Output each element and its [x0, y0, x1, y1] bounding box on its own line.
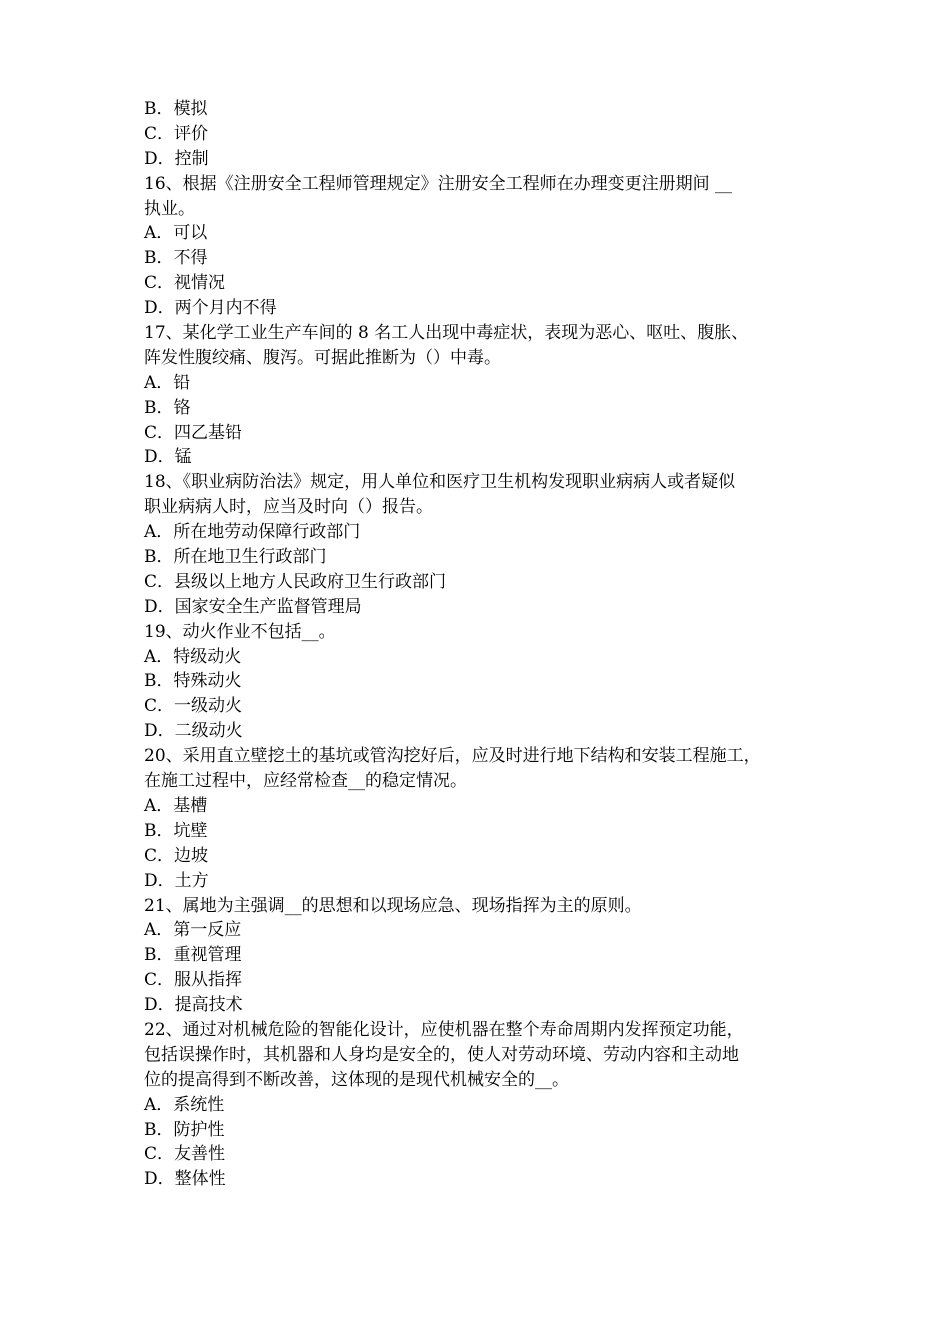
- answer-option: C．一级动火: [144, 696, 243, 717]
- answer-option: B．铬: [144, 397, 191, 418]
- question-text-line: 包括误操作时，其机器和人身均是安全的，使人对劳动环境、劳动内容和主动地: [144, 1044, 739, 1065]
- question-text-line: 22、通过对机械危险的智能化设计，应使机器在整个寿命周期内发挥预定功能，: [144, 1019, 744, 1040]
- question-text-line: 16、根据《注册安全工程师管理规定》注册安全工程师在办理变更注册期间 __: [144, 173, 733, 194]
- answer-option: B．所在地卫生行政部门: [144, 547, 327, 568]
- question-text-line: 执业。: [144, 198, 195, 219]
- answer-option: C．评价: [144, 123, 209, 144]
- answer-option: A．特级动火: [144, 646, 242, 667]
- answer-option: D．提高技术: [144, 995, 243, 1016]
- question-text-line: 在施工过程中，应经常检查__的稳定情况。: [144, 771, 467, 792]
- answer-option: C．边坡: [144, 845, 209, 866]
- answer-option: A．可以: [144, 223, 208, 244]
- answer-option: D．土方: [144, 870, 209, 891]
- answer-option: A．第一反应: [144, 920, 242, 941]
- answer-option: C．县级以上地方人民政府卫生行政部门: [144, 571, 447, 592]
- answer-option: B．坑壁: [144, 820, 208, 841]
- answer-option: A．所在地劳动保障行政部门: [144, 522, 361, 543]
- answer-option: D．二级动火: [144, 721, 243, 742]
- question-text-line: 职业病病人时，应当及时向（）报告。: [144, 497, 433, 518]
- answer-option: D．锰: [144, 447, 192, 468]
- question-text-line: 18、《职业病防治法》规定，用人单位和医疗卫生机构发现职业病病人或者疑似: [144, 472, 736, 493]
- answer-option: D．控制: [144, 148, 209, 169]
- answer-option: C．友善性: [144, 1144, 226, 1165]
- question-text-line: 19、动火作业不包括__。: [144, 621, 336, 642]
- answer-option: D．两个月内不得: [144, 298, 277, 319]
- question-text-line: 21、属地为主强调__的思想和以现场应急、现场指挥为主的原则。: [144, 895, 642, 916]
- question-text-line: 阵发性腹绞痛、腹泻。可据此推断为（）中毒。: [144, 347, 501, 368]
- answer-option: C．四乙基铅: [144, 422, 243, 443]
- answer-option: B．特殊动火: [144, 671, 242, 692]
- answer-option: B．模拟: [144, 99, 208, 119]
- document-page: [144, 97, 814, 1192]
- answer-option: D．国家安全生产监督管理局: [144, 596, 362, 617]
- answer-option: B．不得: [144, 248, 208, 269]
- answer-option: B．重视管理: [144, 945, 242, 966]
- answer-option: C．视情况: [144, 273, 226, 294]
- question-text-line: 位的提高得到不断改善，这体现的是现代机械安全的__。: [144, 1069, 569, 1090]
- answer-option: B．防护性: [144, 1119, 225, 1140]
- question-text-line: 17、某化学工业生产车间的 8 名工人出现中毒症状，表现为恶心、呕吐、腹胀、: [144, 323, 749, 344]
- answer-option: A．系统性: [144, 1094, 225, 1115]
- question-text-line: 20、采用直立壁挖土的基坑或管沟挖好后，应及时进行地下结构和安装工程施工，: [144, 746, 761, 767]
- answer-option: D．整体性: [144, 1169, 226, 1190]
- answer-option: C．服从指挥: [144, 970, 243, 991]
- answer-option: A．基槽: [144, 795, 208, 816]
- answer-option: A．铅: [144, 372, 191, 393]
